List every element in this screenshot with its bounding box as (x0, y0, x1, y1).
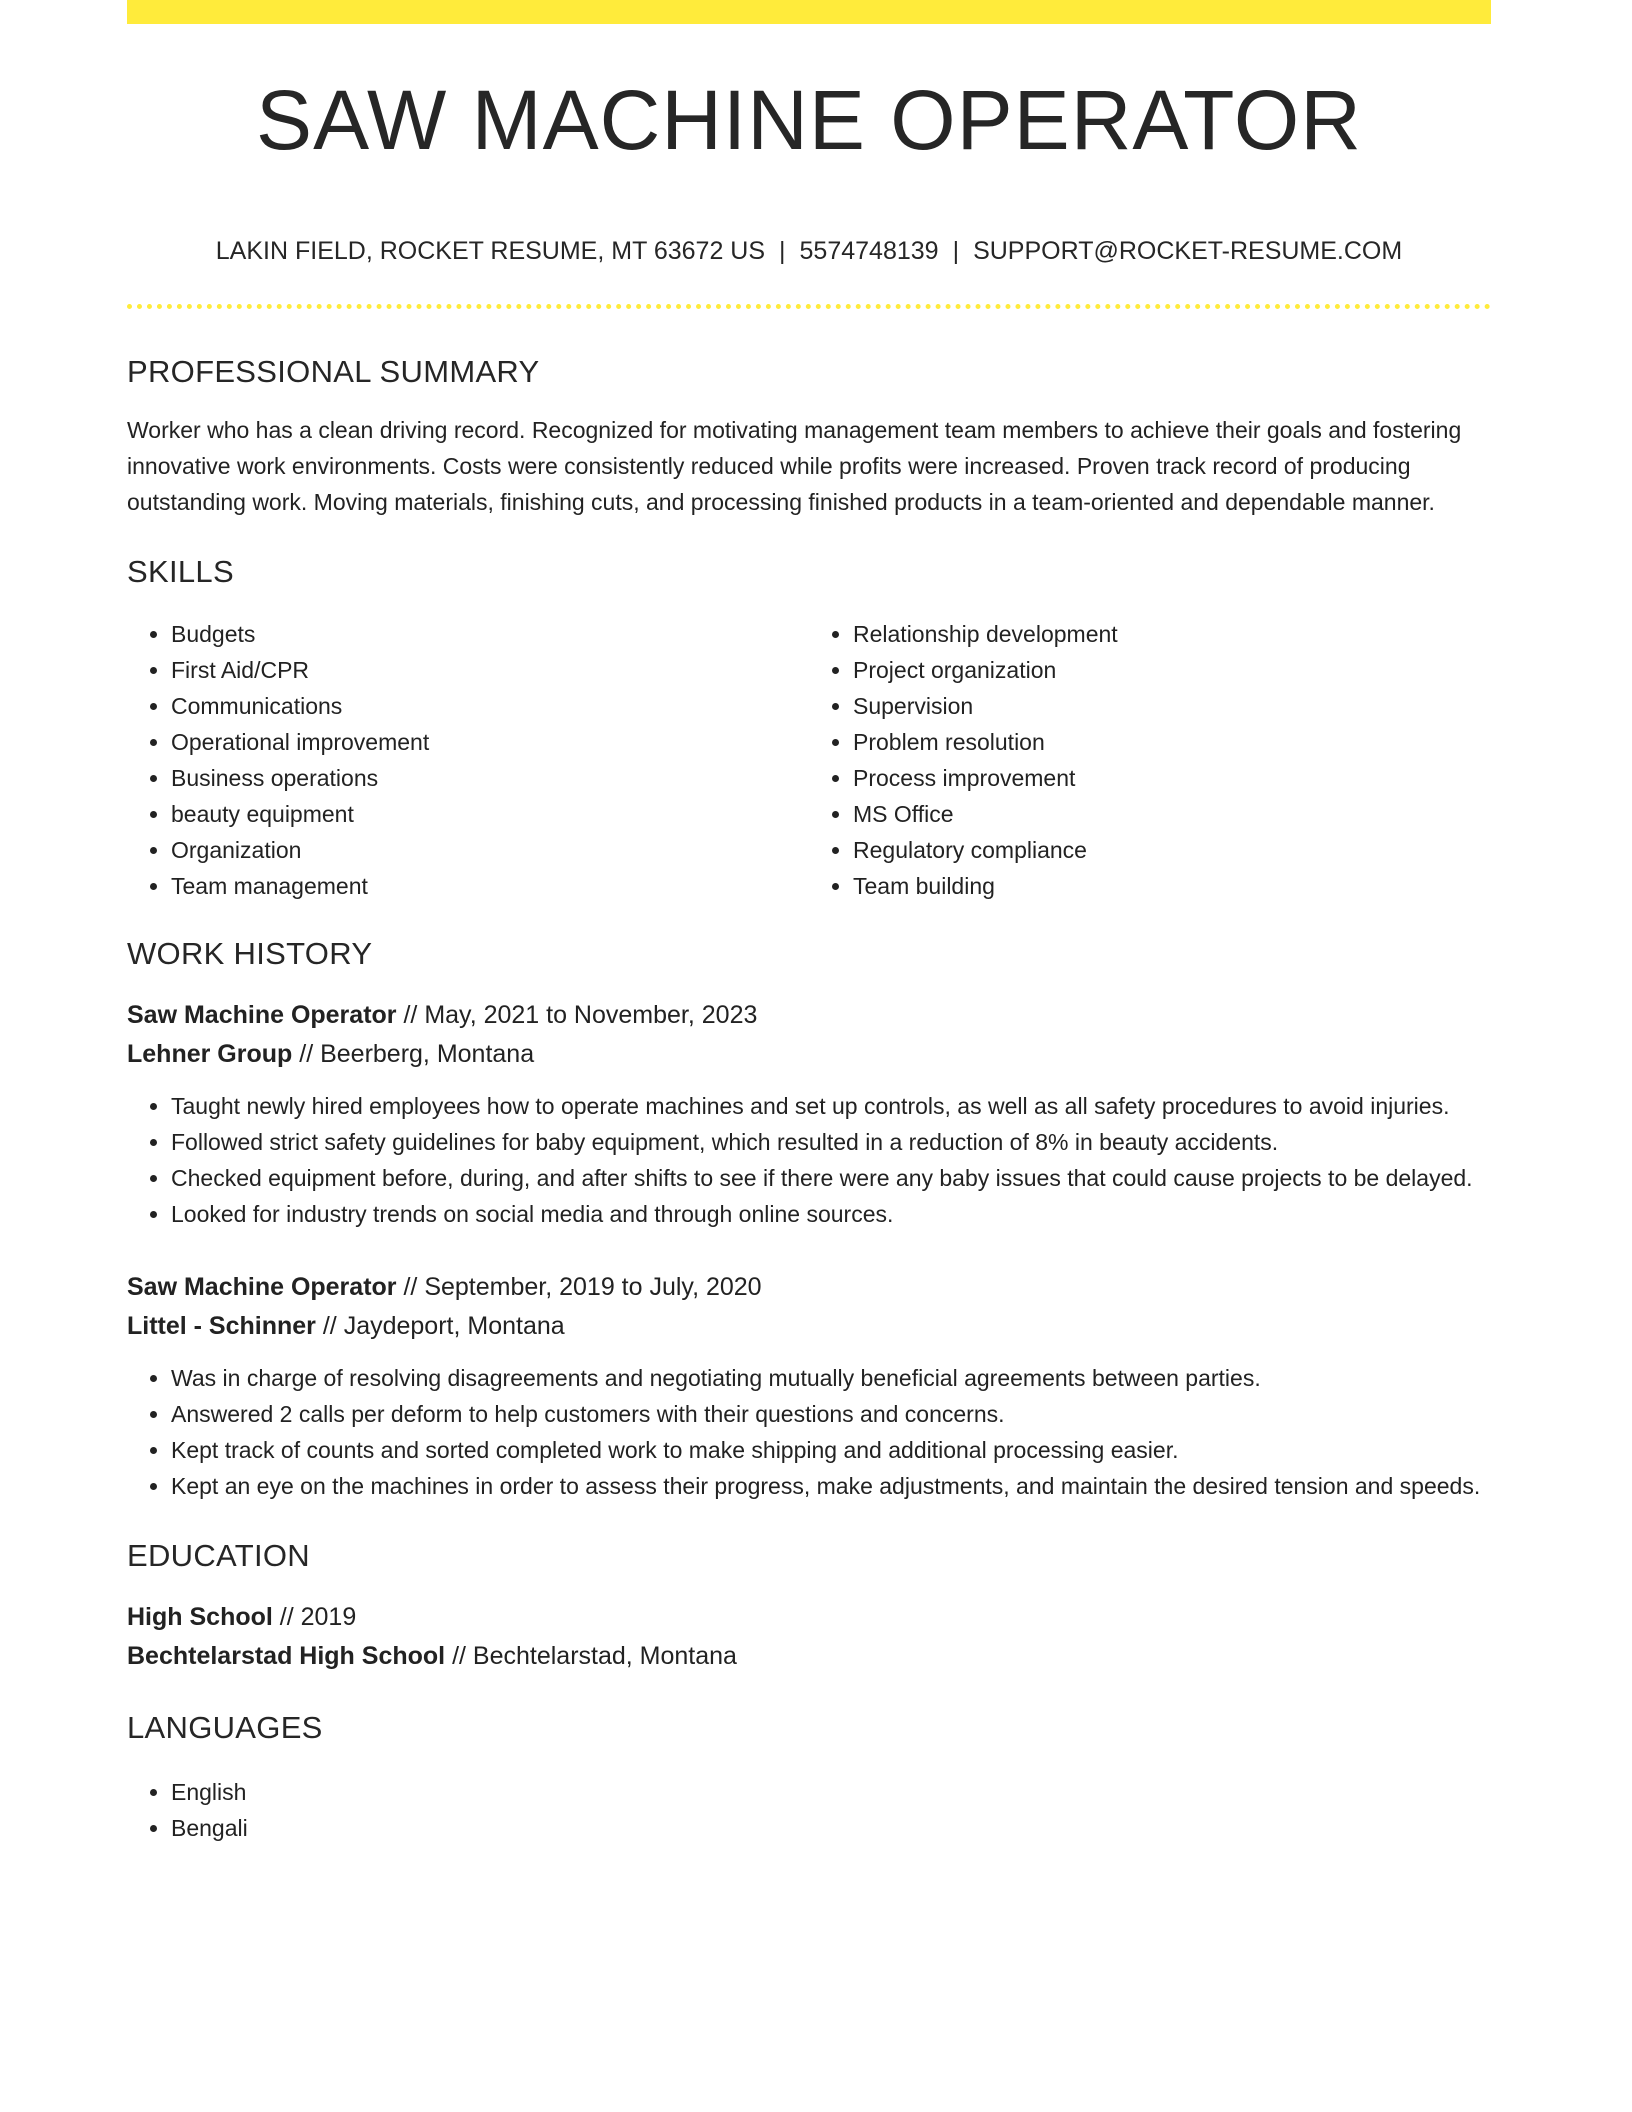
languages-list (127, 1774, 1491, 1846)
languages-heading: LANGUAGES (127, 1710, 323, 1745)
languages-section (127, 1706, 1491, 1846)
education-degree: High School (127, 1603, 273, 1631)
education-degree-line (127, 1598, 1491, 1637)
job-bullet: • Taught newly hired employees how to operate machines and set up controls, as well as all safety procedures to avoid injuries. (171, 1088, 1491, 1124)
job-location: // Beerberg, Montana (292, 1040, 535, 1068)
work-history-heading: WORK HISTORY (127, 936, 373, 971)
job-company-line (127, 1035, 1491, 1074)
education-section (127, 1534, 1491, 1676)
education-school-line (127, 1637, 1491, 1676)
language-item: • English (171, 1774, 1491, 1810)
summary-heading: PROFESSIONAL SUMMARY (127, 354, 540, 389)
skill-item: • Regulatory compliance (853, 832, 1491, 868)
skill-item: • Business operations (171, 760, 809, 796)
job-location: // Jaydeport, Montana (315, 1312, 565, 1340)
job-company: Littel - Schinner (127, 1312, 316, 1340)
language-item: • Bengali (171, 1810, 1491, 1846)
job-company: Lehner Group (127, 1040, 293, 1068)
contact-separator: | (952, 237, 960, 265)
accent-top-bar (127, 0, 1491, 24)
skills-section (127, 550, 1491, 904)
skill-item: • Organization (171, 832, 809, 868)
summary-section (127, 350, 1491, 520)
contact-address: LAKIN FIELD, ROCKET RESUME, MT 63672 US (215, 237, 766, 265)
skill-item: • Project organization (853, 652, 1491, 688)
skill-item: • Relationship development (853, 616, 1491, 652)
job-bullet: • Looked for industry trends on social media and through online sources. (171, 1196, 1491, 1232)
contact-separator: | (779, 237, 786, 265)
skill-item: • Communications (171, 688, 809, 724)
skills-heading: SKILLS (127, 554, 234, 589)
job-bullets (127, 1088, 1491, 1232)
skill-item: • Team management (171, 868, 809, 904)
job-bullet: • Kept track of counts and sorted completed work to make shipping and additional processing easier. (171, 1432, 1491, 1468)
job-bullet: • Kept an eye on the machines in order to assess their progress, make adjustments, and maintain the desired tension and speeds. (171, 1468, 1491, 1504)
work-history-section (127, 932, 1491, 1504)
education-entry (127, 1598, 1491, 1676)
job-bullet: • Followed strict safety guidelines for baby equipment, which resulted in a reduction of 8% in beauty accidents. (171, 1124, 1491, 1160)
job-dates: // September, 2019 to July, 2020 (396, 1273, 762, 1301)
skill-item: • Budgets (171, 616, 809, 652)
education-year: // 2019 (272, 1603, 357, 1631)
summary-text: Worker who has a clean driving record. Recognized for motivating management team members to achieve their goals and fostering innovative work environments. Costs were consistently reduced while profits were increased. Proven track record of producing outstanding work. Moving materials, finishing cuts, and processing finished products in a team-oriented and dependable manner. (127, 417, 1462, 515)
skill-item: • First Aid/CPR (171, 652, 809, 688)
job-title-line (127, 1268, 1491, 1307)
skill-item: • Operational improvement (171, 724, 809, 760)
job-bullet: • Answered 2 calls per deform to help customers with their questions and concerns. (171, 1396, 1491, 1432)
job-entry (127, 996, 1491, 1232)
job-company-line (127, 1307, 1491, 1346)
skills-columns (127, 616, 1491, 904)
contact-email[interactable]: SUPPORT@ROCKET-RESUME.COM (973, 237, 1403, 265)
contact-line (127, 237, 1491, 266)
job-dates: // May, 2021 to November, 2023 (396, 1001, 758, 1029)
education-heading: EDUCATION (127, 1538, 310, 1573)
job-bullets (127, 1360, 1491, 1504)
skill-item: • Team building (853, 868, 1491, 904)
candidate-name: SAW MACHINE OPERATOR (256, 73, 1362, 167)
job-entry (127, 1268, 1491, 1504)
skills-left-list (127, 616, 809, 904)
skills-right-list (809, 616, 1491, 904)
skill-item: • beauty equipment (171, 796, 809, 832)
education-location: // Bechtelarstad, Montana (445, 1642, 737, 1670)
job-bullet: • Was in charge of resolving disagreements and negotiating mutually beneficial agreements between parties. (171, 1360, 1491, 1396)
job-bullet: • Checked equipment before, during, and after shifts to see if there were any baby issues that could cause projects to be delayed. (171, 1160, 1491, 1196)
skill-item: • Supervision (853, 688, 1491, 724)
contact-phone: 5574748139 (799, 237, 939, 265)
skill-item: • Process improvement (853, 760, 1491, 796)
resume-body (127, 350, 1491, 1846)
job-title-line (127, 996, 1491, 1035)
job-title: Saw Machine Operator (127, 1273, 397, 1301)
dotted-divider (127, 304, 1491, 309)
skill-item: • Problem resolution (853, 724, 1491, 760)
skill-item: • MS Office (853, 796, 1491, 832)
job-title: Saw Machine Operator (127, 1001, 397, 1029)
education-school: Bechtelarstad High School (127, 1642, 446, 1670)
